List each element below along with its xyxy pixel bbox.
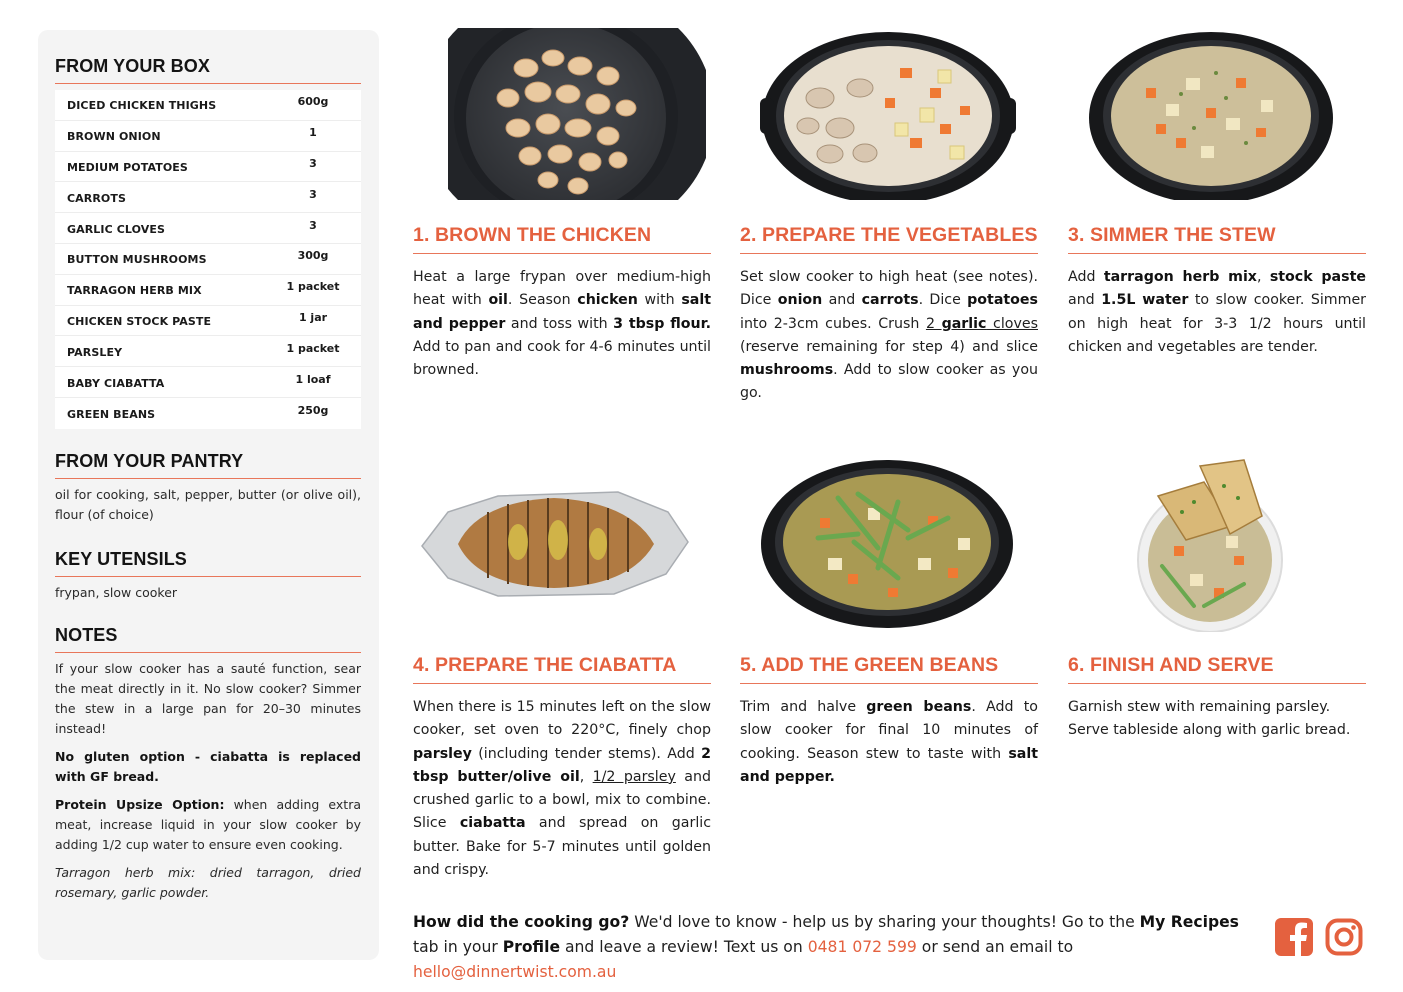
step-text: into 2-3cm cubes. Crush bbox=[740, 315, 926, 332]
step-text: Add bbox=[1068, 269, 1104, 285]
step-text: and bbox=[1068, 292, 1102, 309]
slow-cooker-vegetables-image bbox=[760, 28, 1016, 200]
step-underlined-text: cloves bbox=[986, 315, 1038, 332]
ingredient-qty: 600g bbox=[297, 95, 329, 109]
email-link[interactable]: hello@dinnertwist.com.au bbox=[413, 963, 617, 981]
notes-heading: NOTES bbox=[55, 625, 361, 653]
ingredient-row bbox=[55, 213, 361, 244]
step-text: , bbox=[1256, 269, 1270, 285]
note-protein bbox=[55, 795, 361, 855]
step-ingredient: garlic bbox=[941, 315, 987, 332]
feedback-text: or send an email to bbox=[916, 938, 1074, 956]
step-text: Set slow cooker to high heat (see notes). Dice bbox=[740, 269, 1038, 309]
step-body bbox=[740, 266, 1038, 406]
step-ingredient: tarragon herb mix bbox=[1103, 269, 1257, 285]
feedback-text: We'd love to know - help us by sharing your thoughts! Go to the bbox=[629, 913, 1140, 931]
step-6 bbox=[1068, 654, 1366, 743]
note-protein-text: when adding extra meat, increase liquid in your slow cooker by adding 1/2 cup water to ensure even cooking. bbox=[55, 796, 361, 852]
step-text: with bbox=[637, 292, 682, 309]
step-ingredient: salt and pepper. bbox=[740, 745, 1038, 785]
ingredient-row bbox=[55, 336, 361, 367]
step-body bbox=[1068, 266, 1366, 359]
step-body bbox=[413, 266, 711, 382]
step-ingredient: onion bbox=[777, 292, 823, 309]
ingredient-name: BABY CIABATTA bbox=[67, 376, 165, 390]
step-text: Add to pan and cook for 4-6 minutes until browned. bbox=[413, 338, 711, 379]
step-5 bbox=[740, 654, 1038, 789]
ingredient-qty: 3 bbox=[309, 218, 317, 232]
note-gluten bbox=[55, 747, 361, 787]
step-ingredient: green beans bbox=[866, 699, 972, 715]
step-ingredient: chicken bbox=[577, 292, 638, 309]
step-text: (reserve remaining for step 4) and slice bbox=[740, 338, 1038, 355]
ingredient-row bbox=[55, 367, 361, 398]
step-body: Garnish stew with remaining parsley. Serve tableside along with garlic bread. bbox=[1068, 699, 1351, 739]
step-title: 6. FINISH AND SERVE bbox=[1068, 654, 1366, 684]
step-text: . Add to slow cooker as you go. bbox=[740, 362, 1038, 402]
step-3 bbox=[1068, 224, 1366, 359]
ingredient-row bbox=[55, 152, 361, 183]
step-body bbox=[740, 696, 1038, 789]
step-text: and crushed garlic to a bowl, mix to combine. Slice bbox=[413, 768, 711, 832]
step-ingredient: 1.5L water bbox=[1101, 292, 1189, 309]
step-ingredient: parsley bbox=[413, 745, 472, 762]
step-ingredient: stock paste bbox=[1269, 269, 1366, 285]
ingredient-row bbox=[55, 275, 361, 306]
step-ingredient: 2 tbsp butter/olive oil bbox=[413, 745, 711, 785]
ingredient-qty: 300g bbox=[297, 249, 329, 263]
ingredient-qty: 1 packet bbox=[286, 341, 340, 355]
step-title: 4. PREPARE THE CIABATTA bbox=[413, 654, 711, 684]
note-saute: If your slow cooker has a sauté function, sear the meat directly in it. No slow cooker? Simmer the stew in a large pan for 20–30 minutes instead! bbox=[55, 660, 361, 736]
sidebar bbox=[38, 30, 379, 960]
ingredient-qty: 3 bbox=[309, 187, 317, 201]
step-1 bbox=[413, 224, 711, 382]
step-ingredient: 3 tbsp flour. bbox=[613, 315, 712, 332]
step-underlined-text: 2 bbox=[925, 315, 942, 332]
profile-label: Profile bbox=[502, 938, 561, 956]
step-title: 3. SIMMER THE STEW bbox=[1068, 224, 1366, 254]
facebook-icon[interactable] bbox=[1275, 918, 1313, 956]
step-ingredient: ciabatta bbox=[459, 815, 526, 832]
ingredient-qty: 3 bbox=[309, 156, 317, 170]
utensils-text: frypan, slow cooker bbox=[55, 584, 178, 600]
served-stew-bowl-image bbox=[1134, 456, 1288, 632]
ingredient-row bbox=[55, 90, 361, 121]
ingredient-name: PARSLEY bbox=[67, 345, 123, 359]
pantry-heading: FROM YOUR PANTRY bbox=[55, 451, 361, 479]
step-text: and bbox=[822, 292, 862, 309]
feedback-message bbox=[413, 910, 1263, 985]
step-text: to slow cooker. Simmer on high heat for 3-3 1/2 hours until chicken and vegetables are tender. bbox=[1068, 292, 1366, 355]
step-text: When there is 15 minutes left on the slow cooker, set oven to 220°C, finely chop bbox=[413, 699, 711, 739]
step-ingredient: carrots bbox=[861, 292, 919, 309]
step-underlined bbox=[926, 316, 1038, 332]
ingredient-name: BUTTON MUSHROOMS bbox=[67, 253, 207, 267]
ingredient-row bbox=[55, 182, 361, 213]
feedback-question: How did the cooking go? bbox=[413, 913, 630, 931]
step-text: and toss with bbox=[505, 315, 614, 332]
step-4 bbox=[413, 654, 711, 882]
ingredient-row bbox=[55, 121, 361, 152]
step-text: Trim and halve bbox=[740, 699, 867, 715]
ingredient-row bbox=[55, 244, 361, 275]
slow-cooker-beans-image bbox=[758, 458, 1016, 630]
step-title: 1. BROWN THE CHICKEN bbox=[413, 224, 711, 254]
phone-number[interactable]: 0481 072 599 bbox=[807, 938, 917, 956]
ingredient-row bbox=[55, 398, 361, 429]
step-body bbox=[413, 696, 711, 882]
step-text: . Season bbox=[507, 292, 578, 309]
ingredients-table bbox=[55, 90, 361, 429]
step-text: (including tender stems). Add bbox=[471, 745, 702, 762]
ingredient-name: DICED CHICKEN THIGHS bbox=[67, 99, 217, 113]
pantry-text: oil for cooking, salt, pepper, butter (or olive oil), flour (of choice) bbox=[55, 486, 361, 522]
step-ingredient: oil bbox=[488, 292, 508, 309]
step-underlined-text: 1/2 parsley bbox=[592, 768, 676, 785]
ingredient-name: CARROTS bbox=[67, 191, 127, 205]
step-text: . Add to slow cooker for final 10 minutes of cooking. Season stew to taste with bbox=[740, 699, 1038, 762]
step-text: Heat a large frypan over medium-high heat with bbox=[413, 269, 711, 309]
ingredient-qty: 250g bbox=[297, 403, 329, 417]
ingredient-name: BROWN ONION bbox=[67, 130, 161, 144]
slow-cooker-stew-image bbox=[1086, 28, 1336, 200]
ingredient-qty: 1 jar bbox=[298, 310, 328, 324]
ingredient-qty: 1 loaf bbox=[295, 372, 331, 386]
ingredient-qty: 1 packet bbox=[286, 280, 340, 294]
step-text: . Dice bbox=[918, 292, 968, 309]
step-ingredient: salt and pepper bbox=[413, 292, 711, 332]
step-title: 5. ADD THE GREEN BEANS bbox=[740, 654, 1038, 684]
ingredient-name: GREEN BEANS bbox=[67, 407, 156, 421]
step-text: and spread on garlic butter. Bake for 5-7 minutes until golden and crispy. bbox=[413, 815, 711, 879]
notes-body bbox=[55, 659, 361, 903]
step-ingredient: potatoes bbox=[967, 292, 1038, 309]
ingredient-qty: 1 bbox=[309, 126, 317, 140]
step-text: , bbox=[579, 768, 593, 785]
ingredient-row bbox=[55, 306, 361, 337]
note-gluten-text: No gluten option - ciabatta is replaced with GF bread. bbox=[55, 748, 361, 784]
feedback-text: and leave a review! Text us on bbox=[560, 938, 808, 956]
box-heading: FROM YOUR BOX bbox=[55, 56, 361, 84]
step-2 bbox=[740, 224, 1038, 406]
my-recipes-label: My Recipes bbox=[1139, 913, 1239, 931]
ciabatta-foil-image bbox=[418, 482, 692, 604]
ingredient-name: CHICKEN STOCK PASTE bbox=[67, 314, 212, 328]
utensils-heading: KEY UTENSILS bbox=[55, 549, 361, 577]
note-herb-mix: Tarragon herb mix: dried tarragon, dried rosemary, garlic powder. bbox=[55, 864, 361, 900]
ingredient-name: MEDIUM POTATOES bbox=[67, 160, 188, 174]
step-title: 2. PREPARE THE VEGETABLES bbox=[740, 224, 1038, 254]
instagram-icon[interactable] bbox=[1325, 918, 1363, 956]
step-ingredient: mushrooms bbox=[740, 362, 834, 379]
note-protein-label: Protein Upsize Option: bbox=[55, 796, 225, 812]
feedback-text: tab in your bbox=[413, 938, 503, 956]
frypan-chicken-image bbox=[448, 28, 706, 200]
ingredient-name: TARRAGON HERB MIX bbox=[67, 284, 202, 298]
ingredient-name: GARLIC CLOVES bbox=[67, 222, 166, 236]
